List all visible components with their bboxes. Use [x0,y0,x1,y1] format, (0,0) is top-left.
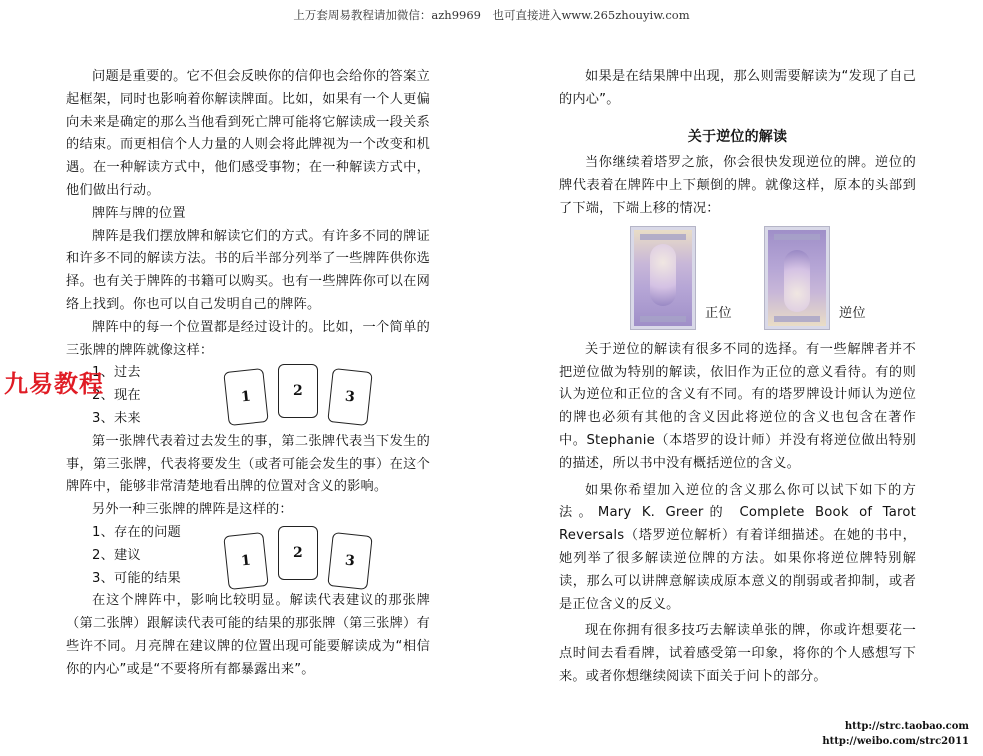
right-column [559,66,916,689]
spread-card: 3 [327,368,372,426]
page-header-banner: 上万套周易教程请加微信：azh9969 也可直接进入www.265zhouyiw.com [293,8,690,22]
label-upright: 正位 [705,305,732,321]
list-item: 3、未来 [92,410,141,426]
section-subtitle: 牌阵与牌的位置 [92,205,186,221]
list-item: 1、过去 [92,365,141,381]
paragraph: 如果你希望加入逆位的含义那么你可以试下如下的方法。Mary K. Greer的 Complete Book of Tarot Reversals（塔罗逆位解析）有着详细描述。在她的书中，她列举了很多解读逆位牌的方法。如果你将逆位牌特别解读，那么可以讲牌意解读成原本意义的削弱或者抑制，或者是正位含义的反义。 [559,482,916,612]
label-reversed: 逆位 [839,305,866,321]
tarot-card-reversed-image [765,227,829,329]
list-item: 2、现在 [92,388,141,404]
paragraph: 如果是在结果牌中出现，那么则需要解读为“发现了自己的内心”。 [559,69,916,107]
spread-card: 2 [278,526,318,580]
left-column [66,66,430,682]
paragraph: 当你继续着塔罗之旅，你会很快发现逆位的牌。逆位的牌代表着在牌阵中上下颠倒的牌。就像这样，原本的头部到了下端，下端上移的情况： [559,155,916,216]
spread-card: 1 [223,368,268,426]
watermark-logo: 九易教程 [4,370,104,398]
list-item: 1、存在的问题 [92,524,181,540]
footer-url-taobao[interactable]: http://strc.taobao.com [844,721,969,732]
paragraph: 牌阵中的每一个位置都是经过设计的。比如，一个简单的三张牌的牌阵就像这样： [66,319,430,358]
paragraph: 第一张牌代表着过去发生的事，第二张牌代表当下发生的事，第三张牌，代表将要发生（或者可能会发生的事）在这个牌阵中，能够非常清楚地看出牌的位置对含义的影响。 [66,433,430,495]
paragraph: 问题是重要的。它不但会反映你的信仰也会给你的答案立起框架，同时也影响着你解读牌面。比如，如果有一个人更偏向未来是确定的那么当他看到死亡牌可能将它解读成一段关系的结束。而更相信个人力量的人则会将此牌视为一个改变和机遇。在一种解读方式中，他们感受事物；在一种解读方式中，他们做出行动。 [66,69,430,198]
paragraph: 现在你拥有很多技巧去解读单张的牌，你或许想要花一点时间去看看牌，试着感受第一印象，将你的个人感想写下来。或者你想继续阅读下面关于问卜的部分。 [559,623,916,684]
paragraph: 牌阵是我们摆放牌和解读它们的方式。有许多不同的牌证和许多不同的解读方法。书的后半部分列举了一些牌阵供你选择。也有关于牌阵的书籍可以购买。也有一些牌阵你可以在网络上找到。你也可以自己发明自己的牌阵。 [66,228,430,312]
paragraph: 在这个牌阵中，影响比较明显。解读代表建议的那张牌（第二张牌）跟解读代表可能的结果的那张牌（第三张牌）有些许不同。月亮牌在建议牌的位置出现可能要解读成为“相信你的内心”或是“不要将所有都暴露出来”。 [66,593,430,677]
paragraph: 另外一种三张牌的牌阵是这样的： [92,502,293,518]
spread-card: 3 [327,532,372,590]
spread-card: 2 [278,364,318,418]
list-item: 2、建议 [92,547,141,563]
tarot-card-upright-image [631,227,695,329]
tarot-card-illustrations [559,227,916,339]
section-heading: 关于逆位的解读 [687,128,788,145]
paragraph: 关于逆位的解读有很多不同的选择。有一些解牌者并不把逆位做为特别的解读，依旧作为正位的意义看待。有的则认为逆位和正位的含义有不同。有的塔罗牌设计师认为逆位的牌也必须有其他的含义因此将逆位的含义也包含在著作中。Stephanie（本塔罗的设计师）并没有将逆位做出特别的描述，所以书中没有概括逆位的含义。 [559,341,916,471]
spread-card: 1 [223,532,268,590]
footer-url-weibo[interactable]: http://weibo.com/strc2011 [822,736,969,747]
list-item: 3、可能的结果 [92,570,181,586]
